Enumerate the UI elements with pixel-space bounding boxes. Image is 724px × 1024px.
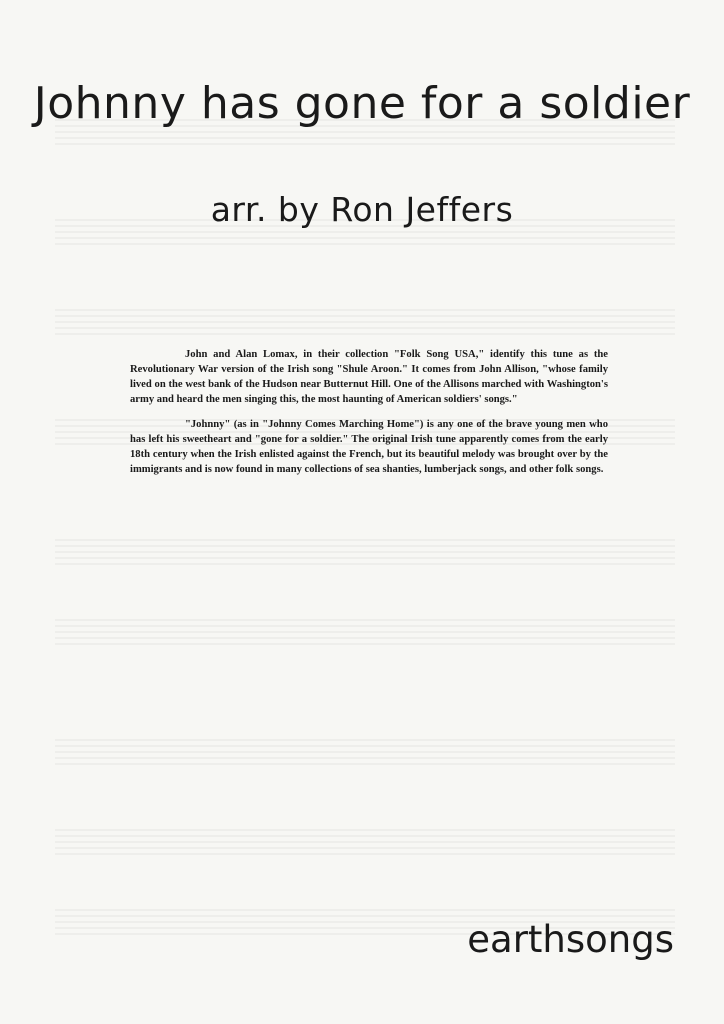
note-paragraph-1: John and Alan Lomax, in their collection "Folk Song USA," identify this tune as the Revolutionary War version of the Irish song "Shule Aroon." It comes from John Allison, "whose family lived on the west bank of the Hudson near Butternut Hill. One of the Allisons marched with Washington's army and heard the men singing this, the most haunting of American soldiers' songs." xyxy=(130,349,608,405)
arranger-credit: arr. by Ron Jeffers xyxy=(210,190,514,229)
document-title: Johnny has gone for a soldier xyxy=(33,78,691,129)
publisher-logo: earthsongs xyxy=(467,918,674,961)
program-note xyxy=(130,347,608,487)
note-paragraph-2: "Johnny" (as in "Johnny Comes Marching Home") is any one of the brave young men who has left his sweetheart and "gone for a soldier." The original Irish tune apparently comes from the early 18th century when the Irish enlisted against the French, but its beautiful melody was brought over by the immigrants and is now found in many collections of sea shanties, lumberjack songs, and other folk songs. xyxy=(130,419,608,475)
